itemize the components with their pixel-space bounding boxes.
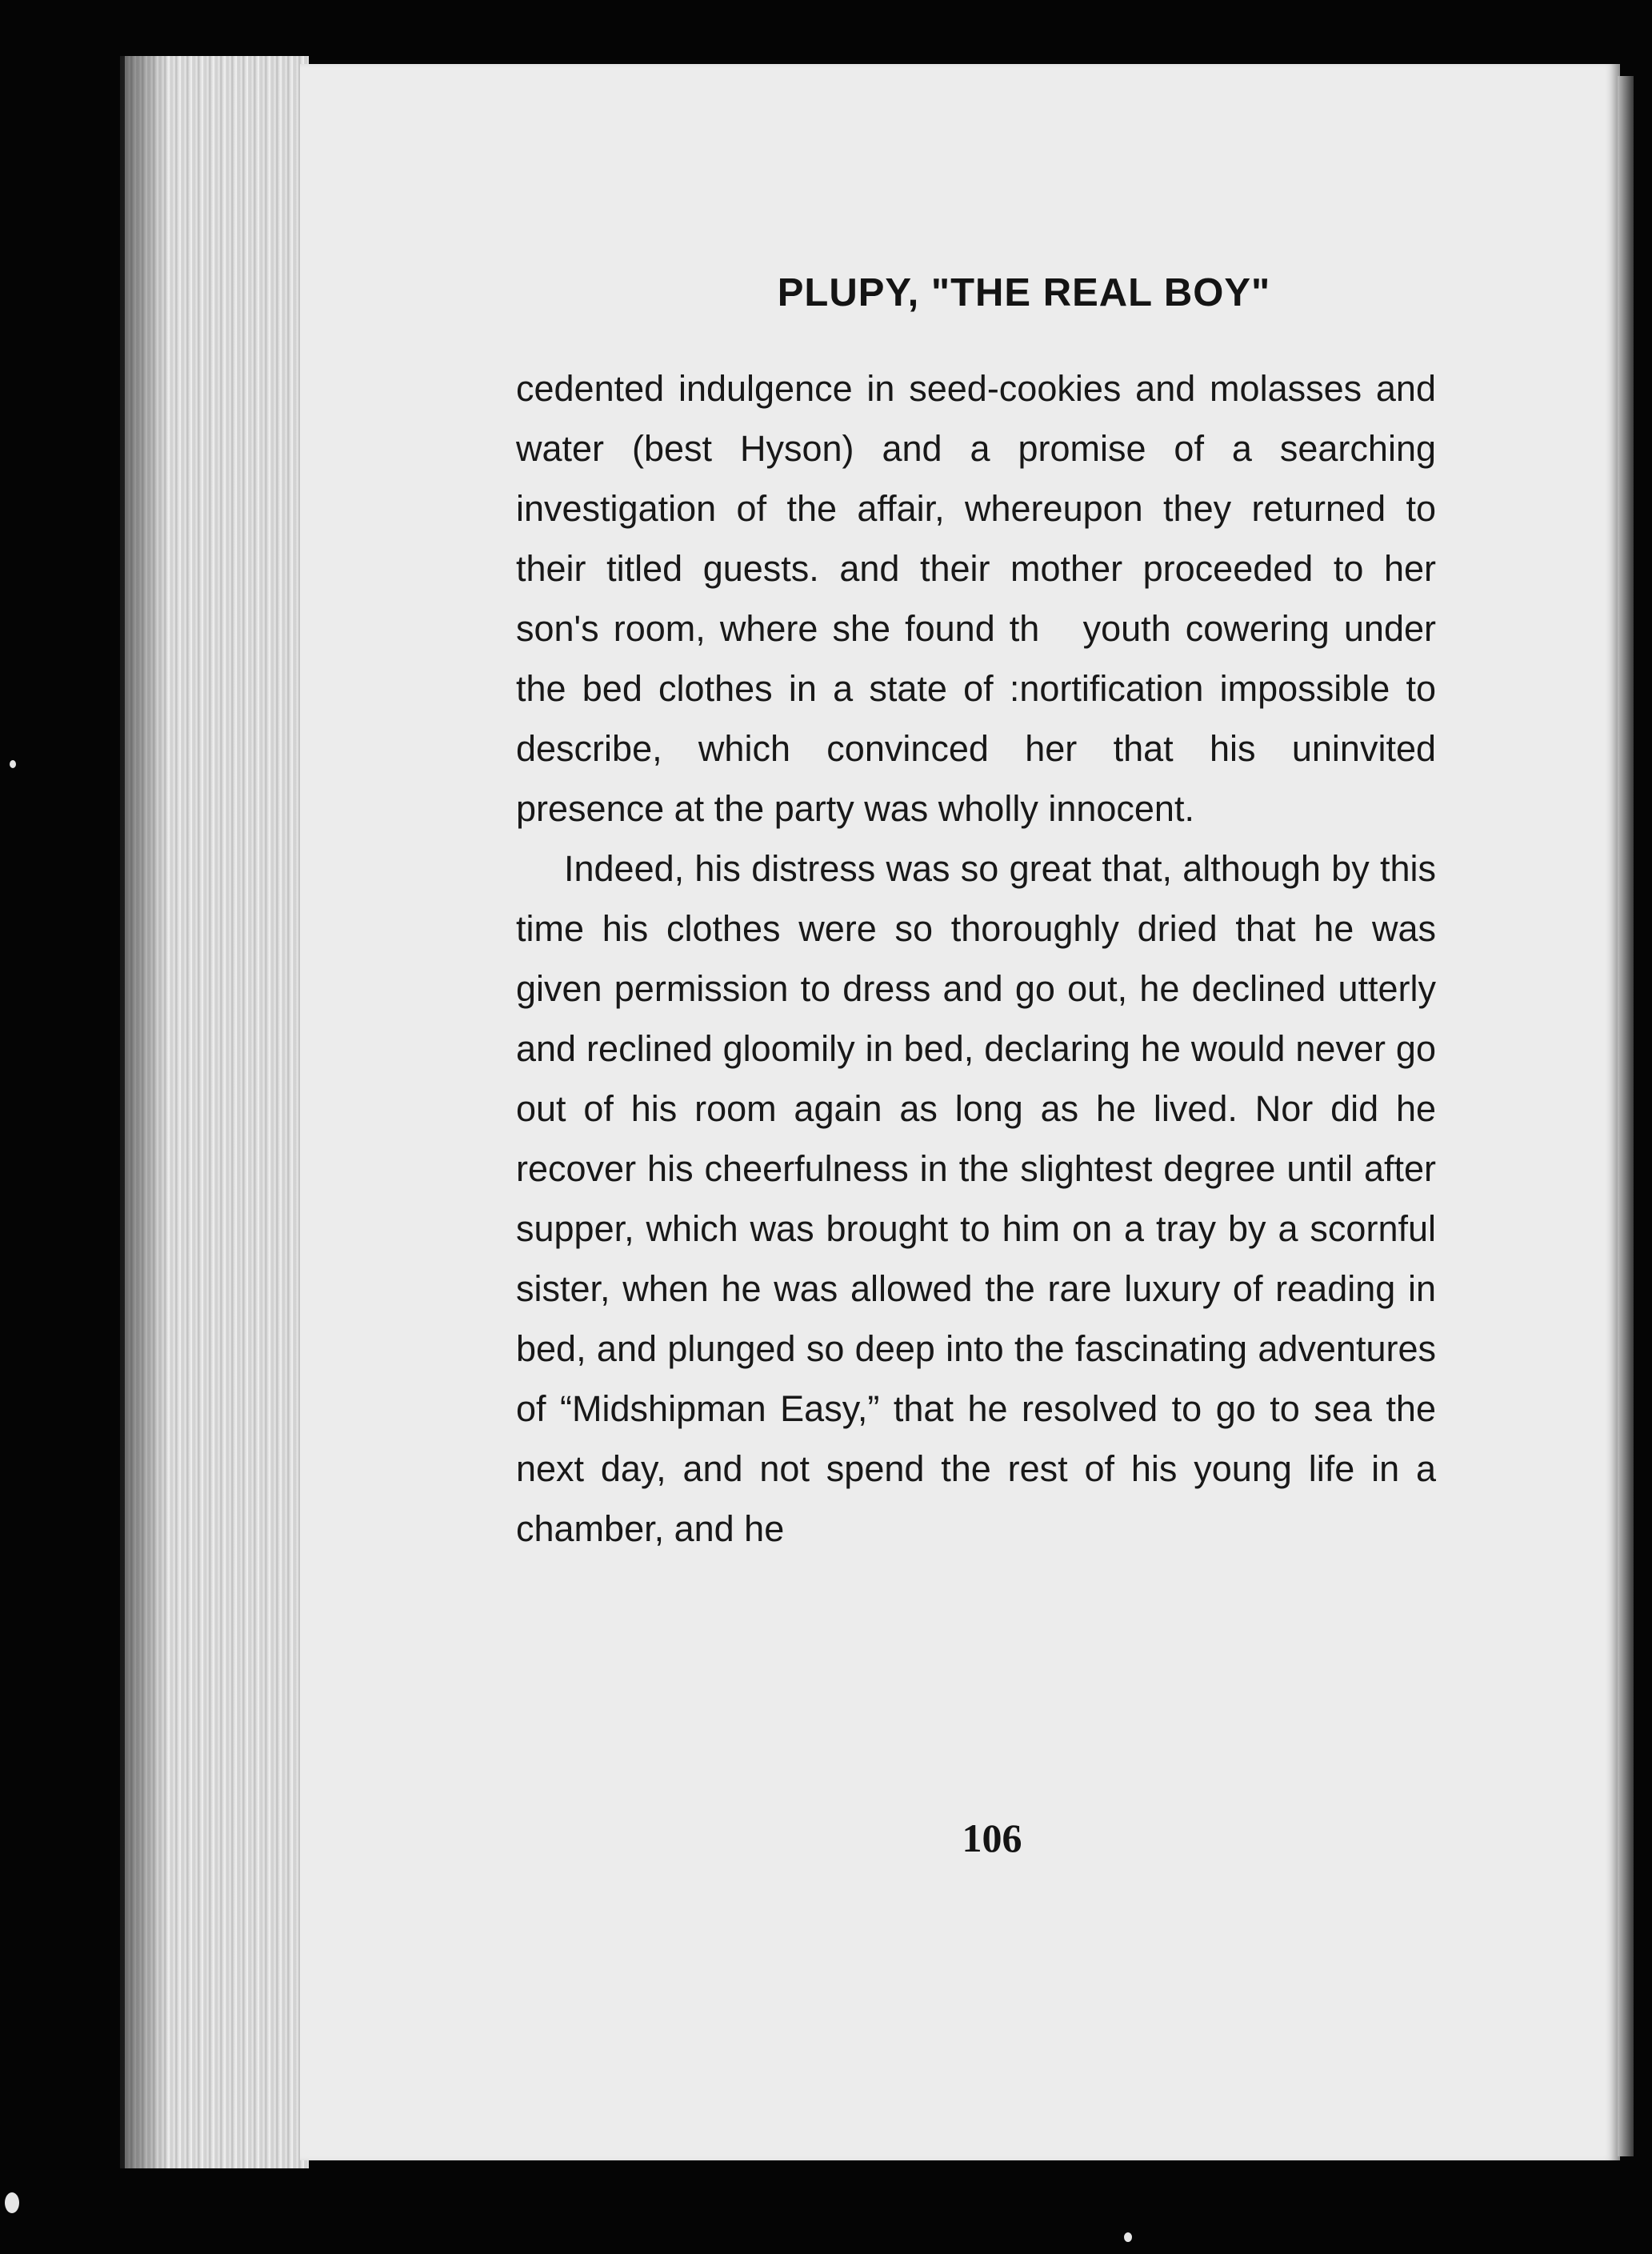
scan-speck bbox=[5, 2192, 19, 2213]
running-head: PLUPY, "THE REAL BOY" bbox=[777, 271, 1271, 314]
page-right-edge bbox=[1618, 76, 1634, 2156]
scan-speck bbox=[10, 760, 16, 768]
gutter-shadow bbox=[120, 56, 168, 2168]
book-page bbox=[300, 64, 1620, 2160]
body-text bbox=[516, 358, 1436, 1559]
scan-speck bbox=[1124, 2232, 1132, 2242]
page-number: 106 bbox=[962, 1816, 1022, 1860]
paragraph: cedented indulgence in seed-cookies and molasses and water (best Hyson) and a promise of a searching investigation of the affair, whereupon they returned to their titled guests. and their mother proceeded to her son's room, where she found th youth cowering under the bed clothes in a state of :nortification impossible to describe, which convinced her that his uninvited presence at the party was wholly innocent. bbox=[516, 368, 1436, 829]
paragraph: Indeed, his distress was so great that, although by this time his clothes were so thoroughly dried that he was given permission to dress and go out, he declined utterly and reclined gloomily in bed, declaring he would never go out of his room again as long as he lived. Nor did he recover his cheerfulness in the slightest degree until after supper, which was brought to him on a tray by a scornful sister, when he was allowed the rare luxury of reading in bed, and plunged so deep into the fascinating adventures of “Midshipman Easy,” that he resolved to go to sea the next day, and not spend the rest of his young life in a chamber, and he bbox=[516, 848, 1436, 1549]
